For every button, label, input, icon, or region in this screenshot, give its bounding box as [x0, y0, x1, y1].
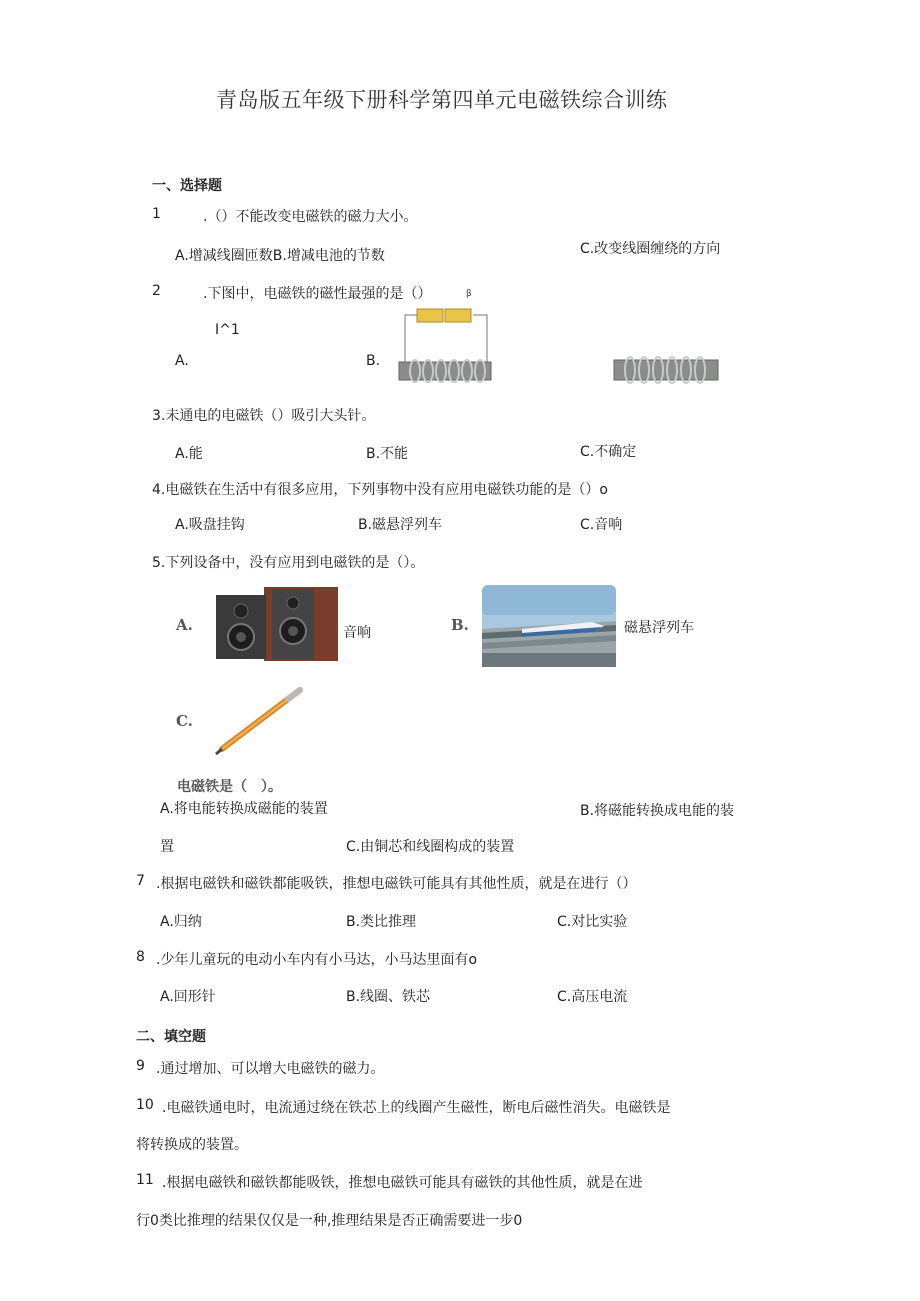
q3-option-a: A.能: [175, 446, 203, 462]
q8-number: 8: [136, 949, 145, 965]
q7-option-c: C.对比实验: [557, 914, 628, 930]
pencil-image: [210, 685, 306, 757]
q6-text: 电磁铁是（ ）。: [177, 779, 282, 795]
section-heading-fill: 二、填空题: [136, 1029, 206, 1045]
battery-icon: [417, 309, 443, 322]
q6-option-b-continued: 置: [160, 839, 174, 855]
q1-option-ab: A.增减线圈匝数B.增减电池的节数: [175, 248, 385, 264]
q3-text: 3.未通电的电磁铁（）吸引大头针。: [152, 408, 376, 424]
q10-number: 10: [136, 1097, 154, 1113]
q7-number: 7: [136, 873, 145, 889]
q6-option-b: B.将磁能转换成电能的装: [580, 803, 735, 819]
q4-option-a: A.吸盘挂钩: [175, 517, 245, 533]
q11-number: 11: [136, 1172, 154, 1188]
q5-caption-b: 磁悬浮列车: [624, 620, 694, 636]
q4-text: 4.电磁铁在生活中有很多应用，下列事物中没有应用电磁铁功能的是（）o: [152, 482, 608, 498]
battery-icon: [445, 309, 471, 322]
page-title: 青岛版五年级下册科学第四单元电磁铁综合训练: [216, 88, 668, 112]
q2-number: 2: [152, 283, 161, 299]
q9-number: 9: [136, 1058, 145, 1074]
q3-option-c: C.不确定: [580, 444, 637, 460]
q4-option-c: C.音响: [580, 517, 623, 533]
q5-text: 5.下列设备中，没有应用到电磁铁的是（）。: [152, 555, 425, 571]
q8-text: .少年儿童玩的电动小车内有小马达，小马达里面有o: [156, 952, 478, 968]
maglev-train-image: [482, 585, 616, 667]
q2-electromagnet-figure-c: [610, 352, 722, 386]
speakers-image: [212, 585, 342, 663]
q6-option-c: C.由铜芯和线圈构成的装置: [346, 839, 515, 855]
q10-text-line2: 将转换成的装置。: [136, 1137, 248, 1153]
q1-number: 1: [152, 206, 161, 222]
q5-label-b: B.: [451, 616, 469, 634]
q11-text: .根据电磁铁和磁铁都能吸铁，推想电磁铁可能具有磁铁的其他性质，就是在进: [162, 1175, 643, 1191]
q6-option-a: A.将电能转换成磁能的装置: [160, 801, 328, 817]
q3-option-b: B.不能: [366, 446, 409, 462]
q2-option-b: B.: [366, 353, 381, 369]
q8-option-c: C.高压电流: [557, 989, 628, 1005]
q7-option-b: B.类比推理: [346, 914, 417, 930]
q4-option-b: B.磁悬浮列车: [358, 517, 443, 533]
q2-figure-a-text: I^1: [215, 322, 240, 338]
q1-text: .（）不能改变电磁铁的磁力大小。: [203, 209, 418, 225]
q2-option-a: A.: [175, 353, 189, 369]
q8-option-a: A.回形针: [160, 989, 216, 1005]
q2-electromagnet-figure-b: [395, 305, 495, 385]
q1-option-c: C.改变线圈缠绕的方向: [580, 241, 721, 257]
q11-text-line2: 行0类比推理的结果仅仅是一种,推理结果是否正确需要进一步0: [136, 1213, 523, 1229]
q7-option-a: A.归纳: [160, 914, 202, 930]
q10-text: .电磁铁通电时，电流通过绕在铁芯上的线圈产生磁性，断电后磁性消失。电磁铁是: [162, 1100, 671, 1116]
q7-text: .根据电磁铁和磁铁都能吸铁，推想电磁铁可能具有其他性质，就是在进行（）: [156, 876, 637, 892]
q5-caption-a: 音响: [343, 625, 371, 641]
q2-mark: β: [466, 289, 472, 299]
q9-text: .通过增加、可以增大电磁铁的磁力。: [156, 1061, 385, 1077]
q8-option-b: B.线圈、铁芯: [346, 989, 431, 1005]
section-heading-choice: 一、选择题: [152, 178, 222, 194]
q5-label-a: A.: [176, 616, 193, 634]
q5-label-c: C.: [176, 712, 193, 730]
q2-text: .下图中，电磁铁的磁性最强的是（）: [203, 286, 432, 302]
